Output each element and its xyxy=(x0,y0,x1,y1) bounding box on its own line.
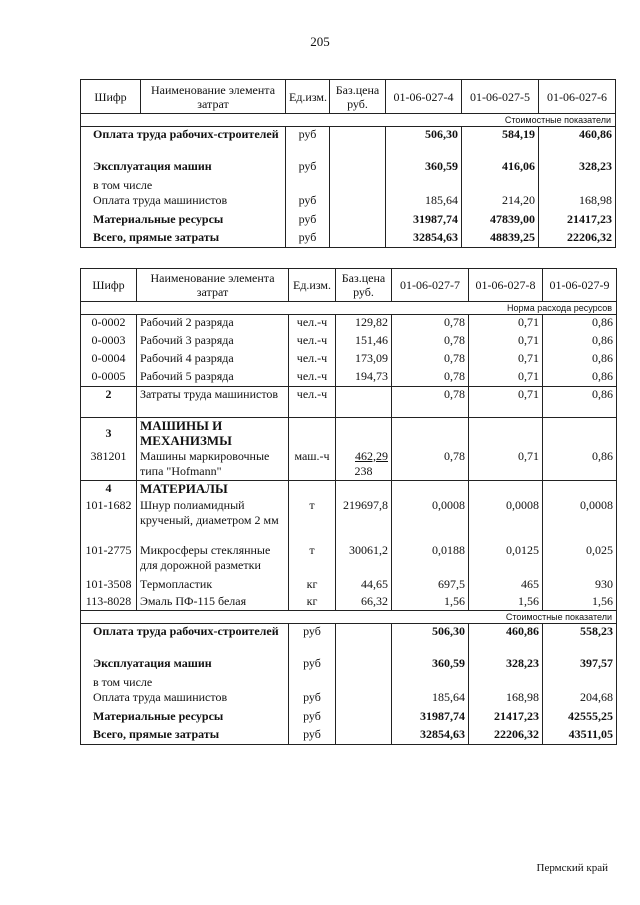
table-row: 101-3508 Термопластик кг 44,65 697,5 465 930 xyxy=(81,577,617,594)
table-row: 381201 Машины маркировочные типа "Hofmann" маш.-ч 462,29 238 0,78 0,71 0,86 xyxy=(81,449,617,481)
table-row: Оплата труда машинистов руб 185,64 214,20 168,98 xyxy=(81,193,616,212)
table-row: Оплата труда машинистов руб 185,64 168,98 204,68 xyxy=(81,690,617,709)
table-row: 2 Затраты труда машинистов чел.-ч 0,78 0,71 0,86 xyxy=(81,387,617,418)
table-row: Всего, прямые затраты руб 32854,63 48839,25 22206,32 xyxy=(81,230,616,248)
table-row: 0-0002 Рабочий 2 разряда чел.-ч 129,82 0,78 0,71 0,86 xyxy=(81,315,617,333)
table-header xyxy=(81,269,617,302)
table-row: в том числе xyxy=(81,675,617,690)
header-col-3: 01-06-027-9 xyxy=(543,269,617,302)
header-code: Шифр xyxy=(81,269,137,302)
price-underlined: 462,29 xyxy=(355,448,388,463)
table-row: 101-2775 Микросферы стеклянные для дорожной разметки т 30061,2 0,0188 0,0125 0,025 xyxy=(81,543,617,577)
table-row: Материальные ресурсы руб 31987,74 21417,23 42555,25 xyxy=(81,709,617,727)
cost-table-2 xyxy=(80,268,617,745)
table-row: 3 МАШИНЫ И МЕХАНИЗМЫ xyxy=(81,418,617,449)
table-row: 0-0004 Рабочий 4 разряда чел.-ч 173,09 0,78 0,71 0,86 xyxy=(81,351,617,369)
table-row: 101-1682 Шнур полиамидный крученый, диаметром 2 мм т 219697,8 0,0008 0,0008 0,0008 xyxy=(81,498,617,543)
table-row: 4 МАТЕРИАЛЫ xyxy=(81,481,617,498)
table-row: 113-8028 Эмаль ПФ-115 белая кг 66,32 1,56 1,56 1,56 xyxy=(81,594,617,611)
table-row: Всего, прямые затраты руб 32854,63 22206,32 43511,05 xyxy=(81,727,617,745)
price-denominator: 238 xyxy=(354,463,373,478)
table-row: Эксплуатация машин руб 360,59 328,23 397,57 xyxy=(81,656,617,675)
table-row: 0-0005 Рабочий 5 разряда чел.-ч 194,73 0,78 0,71 0,86 xyxy=(81,369,617,387)
header-name: Наименование элемента затрат xyxy=(137,269,289,302)
subheader-norm: Норма расхода ресурсов xyxy=(81,302,617,315)
header-base-price: Баз.цена руб. xyxy=(336,269,392,302)
footer-region: Пермский край xyxy=(536,862,608,874)
header-col-1: 01-06-027-7 xyxy=(392,269,469,302)
cost-table-1-body: Шифр Наименование элемента затрат Ед.изм. Баз.цена руб. 01-06-027-4 01-06-027-5 01-06-027-6 Стоимостные показатели Оплата труда рабочих-строителей руб 506,30 584,19 460,86 Эксплуатация машин руб 360,59 416,06 328,23 в том числе Оплата труда машинистов руб 185,64 214,20 168,98 Материальные ресурсы руб 31987,74 47839,00 21417,23 Всего, прямые затраты руб 32854,63 48839,25 22206,32 xyxy=(80,79,616,248)
table-row: Оплата труда рабочих-строителей руб 506,30 584,19 460,86 xyxy=(81,127,616,159)
table-row: Оплата труда рабочих-строителей руб 506,30 460,86 558,23 xyxy=(81,624,617,656)
table-row: Материальные ресурсы руб 31987,74 47839,00 21417,23 xyxy=(81,212,616,230)
subheader-cost: Стоимостные показатели xyxy=(81,611,617,624)
page-number: 205 xyxy=(310,34,330,49)
table-row: в том числе xyxy=(81,178,616,193)
table-row: 0-0003 Рабочий 3 разряда чел.-ч 151,46 0,78 0,71 0,86 xyxy=(81,333,617,351)
table-row: Эксплуатация машин руб 360,59 416,06 328,23 xyxy=(81,159,616,178)
header-unit: Ед.изм. xyxy=(289,269,336,302)
header-col-2: 01-06-027-8 xyxy=(469,269,543,302)
